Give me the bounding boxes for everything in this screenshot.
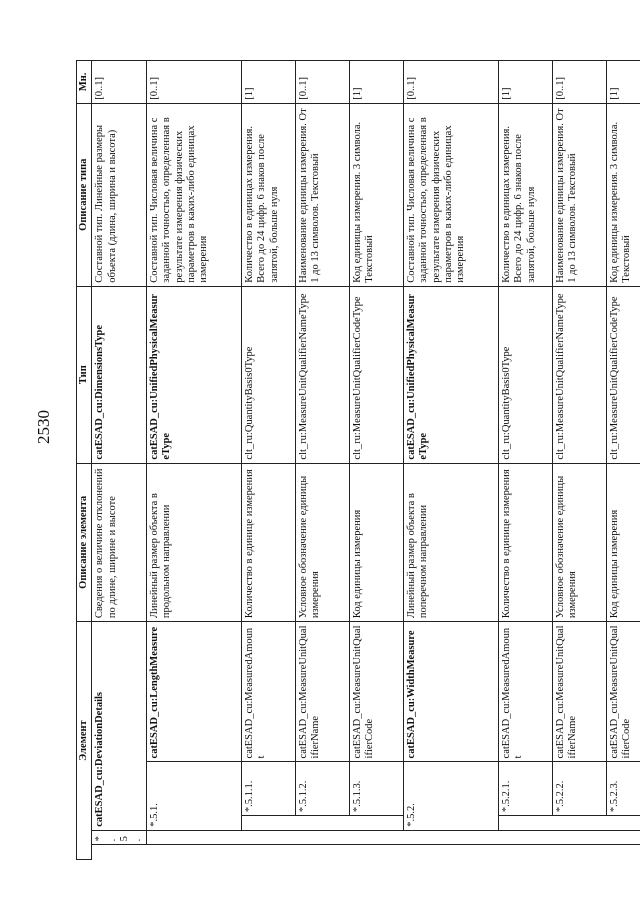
cell-element-name: catESAD_cu:DeviationDetails bbox=[92, 622, 147, 831]
schema-table bbox=[76, 60, 640, 860]
indent-cell bbox=[241, 816, 295, 831]
cell-description: Код единицы измерения bbox=[606, 463, 640, 622]
header-element: Элемент bbox=[77, 622, 92, 860]
indent-cell bbox=[498, 816, 552, 831]
table-row bbox=[552, 61, 606, 860]
cell-type: clt_ru:QuantityBasis0Type bbox=[241, 286, 295, 463]
cell-description: Код единицы измерения bbox=[349, 463, 403, 622]
cell-number: *.5.1.1. bbox=[241, 762, 295, 816]
cell-description: Линейный размер объекта в поперечном направлении bbox=[403, 463, 498, 622]
cell-element-name: catESAD_cu:MeasureUnitQualifierName bbox=[552, 622, 606, 762]
indent-cell bbox=[403, 830, 498, 845]
cell-description: Количество в единице измерения bbox=[241, 463, 295, 622]
cell-multiplicity: [0..1] bbox=[146, 61, 241, 104]
cell-description: Количество в единице измерения bbox=[498, 463, 552, 622]
indent-cell bbox=[349, 816, 403, 831]
indent-cell bbox=[498, 830, 552, 845]
cell-type: clt_ru:MeasureUnitQualifierNameType bbox=[552, 286, 606, 463]
cell-type-description: Составной тип. Числовая величина с заданной точностью, определенная в результате измерения физических параметров в каких-либо единицах измерения bbox=[403, 103, 498, 286]
cell-multiplicity: [0..1] bbox=[92, 61, 147, 104]
table-header-row bbox=[77, 61, 92, 860]
indent-cell bbox=[295, 845, 349, 860]
cell-number: *.5.2.3. bbox=[606, 762, 640, 816]
indent-cell bbox=[146, 845, 241, 860]
indent-cell bbox=[606, 816, 640, 831]
indent-cell bbox=[295, 830, 349, 845]
cell-type: clt_ru:MeasureUnitQualifierCodeType bbox=[349, 286, 403, 463]
cell-element-name: catESAD_cu:MeasuredAmount bbox=[241, 622, 295, 762]
cell-description: Условное обозначение единицы измерения bbox=[552, 463, 606, 622]
cell-type: clt_ru:QuantityBasis0Type bbox=[498, 286, 552, 463]
cell-multiplicity: [1] bbox=[498, 61, 552, 104]
cell-number: *.5.1.3. bbox=[349, 762, 403, 816]
table-row bbox=[606, 61, 640, 860]
page-number: 2530 bbox=[34, 410, 53, 444]
table-row bbox=[295, 61, 349, 860]
cell-element-name: catESAD_cu:WidthMeasure bbox=[403, 622, 498, 762]
header-type: Тип bbox=[77, 286, 92, 463]
cell-multiplicity: [0..1] bbox=[552, 61, 606, 104]
indent-cell bbox=[241, 845, 295, 860]
indent-cell bbox=[349, 830, 403, 845]
cell-element-name: catESAD_cu:MeasureUnitQualifierCode bbox=[606, 622, 640, 762]
indent-cell bbox=[241, 830, 295, 845]
cell-number: *.5.2. bbox=[403, 762, 498, 830]
indent-cell bbox=[606, 830, 640, 845]
cell-number: *.5. bbox=[92, 830, 147, 845]
cell-type-description: Наименование единицы измерения. От 1 до 13 символов. Текстовый bbox=[295, 103, 349, 286]
indent-cell bbox=[552, 830, 606, 845]
indent-cell bbox=[92, 845, 147, 860]
cell-description: Условное обозначение единицы измерения bbox=[295, 463, 349, 622]
indent-cell bbox=[146, 830, 241, 845]
table-row bbox=[403, 61, 498, 860]
header-element-description: Описание элемента bbox=[77, 463, 92, 622]
indent-cell bbox=[403, 845, 498, 860]
cell-type: clt_ru:MeasureUnitQualifierNameType bbox=[295, 286, 349, 463]
cell-multiplicity: [0..1] bbox=[403, 61, 498, 104]
indent-cell bbox=[295, 816, 349, 831]
indent-cell bbox=[606, 845, 640, 860]
cell-multiplicity: [1] bbox=[241, 61, 295, 104]
cell-type: catESAD_cu:UnifiedPhysicalMeasureType bbox=[403, 286, 498, 463]
rotated-page bbox=[76, 60, 636, 860]
table-row bbox=[92, 61, 147, 860]
cell-multiplicity: [1] bbox=[606, 61, 640, 104]
cell-element-name: catESAD_cu:LengthMeasure bbox=[146, 622, 241, 762]
table-row bbox=[349, 61, 403, 860]
cell-type: catESAD_cu:UnifiedPhysicalMeasureType bbox=[146, 286, 241, 463]
cell-number: *.5.2.1. bbox=[498, 762, 552, 816]
cell-element-name: catESAD_cu:MeasureUnitQualifierCode bbox=[349, 622, 403, 762]
table-row bbox=[241, 61, 295, 860]
cell-multiplicity: [0..1] bbox=[295, 61, 349, 104]
cell-element-name: catESAD_cu:MeasureUnitQualifierName bbox=[295, 622, 349, 762]
indent-cell bbox=[552, 816, 606, 831]
cell-multiplicity: [1] bbox=[349, 61, 403, 104]
cell-element-name: catESAD_cu:MeasuredAmount bbox=[498, 622, 552, 762]
header-type-description: Описание типа bbox=[77, 103, 92, 286]
cell-description: Сведения о величине отклонений по длине, ширине и высоте bbox=[92, 463, 147, 622]
cell-type-description: Количество в единицах измерения. Всего до 24 цифр. 6 знаков после запятой, больше нуля bbox=[241, 103, 295, 286]
indent-cell bbox=[498, 845, 552, 860]
cell-description: Линейный размер объекта в продольном направлении bbox=[146, 463, 241, 622]
indent-cell bbox=[552, 845, 606, 860]
cell-number: *.5.1.2. bbox=[295, 762, 349, 816]
cell-number: *.5.2.2. bbox=[552, 762, 606, 816]
indent-cell bbox=[349, 845, 403, 860]
cell-type: catESAD_cu:DimensionsType bbox=[92, 286, 147, 463]
cell-number: *.5.1. bbox=[146, 762, 241, 830]
cell-type-description: Код единицы измерения. 3 символа. Текстовый bbox=[349, 103, 403, 286]
table-row bbox=[498, 61, 552, 860]
cell-type-description: Составной тип. Числовая величина с заданной точностью, определенная в результате измерения физических параметров в каких-либо единицах измерения bbox=[146, 103, 241, 286]
cell-type: clt_ru:MeasureUnitQualifierCodeType bbox=[606, 286, 640, 463]
table-row bbox=[146, 61, 241, 860]
cell-type-description: Код единицы измерения. 3 символа. Текстовый bbox=[606, 103, 640, 286]
cell-type-description: Наименование единицы измерения. От 1 до 13 символов. Текстовый bbox=[552, 103, 606, 286]
cell-type-description: Количество в единицах измерения. Всего до 24 цифр. 6 знаков после запятой, больше нуля bbox=[498, 103, 552, 286]
cell-type-description: Составной тип. Линейные размеры объекта (длина, ширина и высота) bbox=[92, 103, 147, 286]
header-multiplicity: Мн. bbox=[77, 61, 92, 104]
